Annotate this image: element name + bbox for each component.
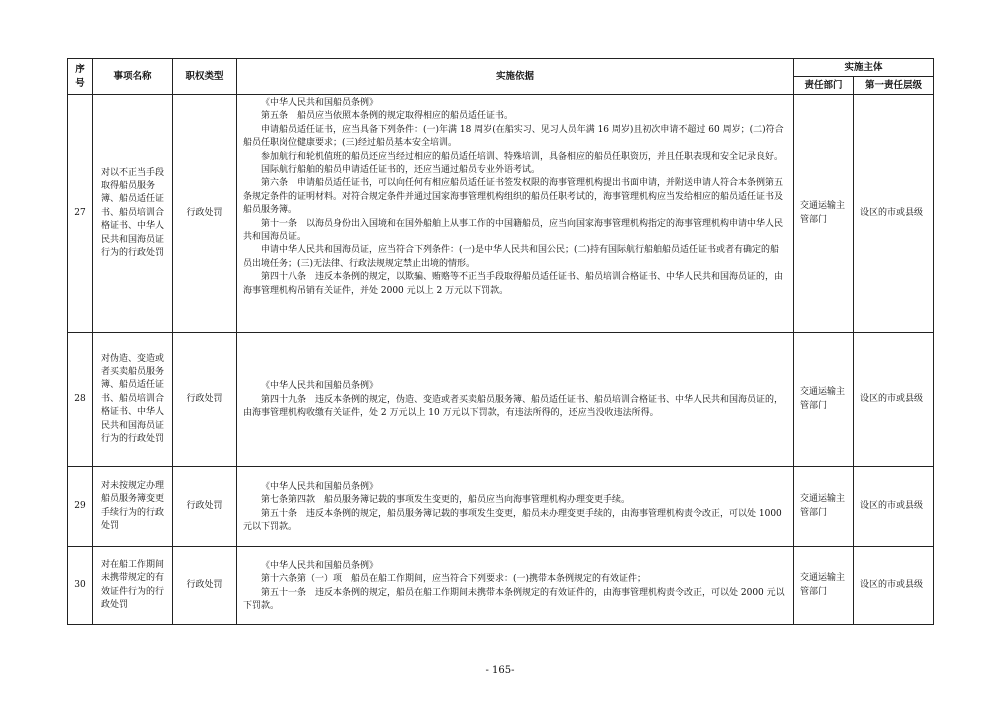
- basis-line: 《中华人民共和国船员条例》: [261, 381, 379, 392]
- legal-basis: [237, 95, 794, 333]
- table-row: [68, 95, 934, 333]
- responsibility-level: 设区的市或县级: [854, 333, 934, 467]
- responsibility-level: 设区的市或县级: [854, 547, 934, 625]
- table-row: [68, 467, 934, 547]
- row-number: 30: [68, 547, 93, 625]
- basis-line: 第四十八条 违反本条例的规定，以欺骗、贿赂等不正当手段取得船员适任证书、船员培训合格证书、中华人民共和国海员证的，由海事管理机构吊销有关证件，并处 2000 元以上 2 万元以下罚款。: [243, 272, 784, 296]
- basis-line: 第五条 船员应当依照本条例的规定取得相应的船员适任证书。: [261, 111, 514, 122]
- header-name: 事项名称: [93, 59, 173, 95]
- row-number: 29: [68, 467, 93, 547]
- item-name: 对在船工作期间未携带规定的有效证件行为的行政处罚: [93, 547, 173, 625]
- basis-line: 第四十九条 违反本条例的规定，伪造、变造或者买卖船员服务簿、船员适任证书、船员培训合格证书、中华人民共和国海员证的，由海事管理机构收缴有关证件，处 2 万元以上 10 万元以下罚款，有违法所得的，还应当没收违法所得。: [243, 394, 784, 419]
- header-no: 序号: [68, 59, 93, 95]
- basis-line: 第十一条 以海员身份出入国境和在国外船舶上从事工作的中国籍船员，应当向国家海事管理机构指定的海事管理机构申请中华人民共和国海员证。: [243, 218, 784, 243]
- basis-line: 《中华人民共和国船员条例》: [261, 481, 379, 492]
- responsible-dept: 交通运输主管部门: [794, 95, 854, 333]
- basis-line: 申请船员适任证书，应当具备下列条件：(一)年满 18 周岁(在船实习、见习人员年满 16 周岁)且初次申请不超过 60 周岁；(二)符合船员任职岗位健康要求；(三)经过船员基本安全培训。: [243, 124, 784, 149]
- table-row: [68, 333, 934, 467]
- basis-line: 《中华人民共和国船员条例》: [261, 98, 379, 108]
- basis-line: 第五十一条 违反本条例的规定，船员在船工作期间未携带本条例规定的有效证件的，由海事管理机构责令改正，可以处 2000 元以下罚款。: [243, 587, 785, 611]
- basis-line: 第五十条 违反本条例的规定，船员服务簿记载的事项发生变更，船员未办理变更手续的，由海事管理机构责令改正，可以处 1000 元以下罚款。: [243, 508, 782, 532]
- header-level: 第一责任层级: [854, 77, 934, 95]
- row-number: 27: [68, 95, 93, 333]
- legal-basis: [237, 333, 794, 467]
- basis-line: 第七条第四款 船员服务簿记载的事项发生变更的，船员应当向海事管理机构办理变更手续。: [261, 495, 631, 506]
- responsible-dept: 交通运输主管部门: [794, 333, 854, 467]
- header-subject: 实施主体: [794, 59, 934, 77]
- legal-basis: [237, 467, 794, 547]
- table-row: [68, 547, 934, 625]
- responsible-dept: 交通运输主管部门: [794, 547, 854, 625]
- item-name: 对伪造、变造或者买卖船员服务簿、船员适任证书、船员培训合格证书、中华人民共和国海员证行为的行政处罚: [93, 333, 173, 467]
- header-type: 职权类型: [173, 59, 237, 95]
- item-name: 对未按规定办理船员服务簿变更手续行为的行政处罚: [93, 467, 173, 547]
- enforcement-items-table: [67, 58, 934, 625]
- legal-basis: [237, 547, 794, 625]
- item-name: 对以不正当手段取得船员服务簿、船员适任证书、船员培训合格证书、中华人民共和国海员证行为的行政处罚: [93, 95, 173, 333]
- power-type: 行政处罚: [173, 333, 237, 467]
- basis-line: 国际航行船舶的船员申请适任证书的，还应当通过船员专业外语考试。: [261, 165, 541, 176]
- responsible-dept: 交通运输主管部门: [794, 467, 854, 547]
- header-row-1: [68, 59, 934, 77]
- responsibility-level: 设区的市或县级: [854, 467, 934, 547]
- basis-line: 第六条 申请船员适任证书，可以向任何有相应船员适任证书签发权限的海事管理机构提出书面申请，并附送申请人符合本条例第五条规定条件的证明材料。对符合规定条件并通过国家海事管理机构组织的船员任职考试的，海事管理机构应当发给相应的船员适任证书及船员服务簿。: [243, 178, 784, 216]
- basis-line: 第十六条第（一）项 船员在船工作期间，应当符合下列要求：(一)携带本条例规定的有效证件；: [261, 574, 647, 585]
- basis-line: 《中华人民共和国船员条例》: [261, 560, 379, 571]
- basis-line: 申请中华人民共和国海员证，应当符合下列条件：(一)是中华人民共和国公民；(二)持有国际航行船舶船员适任证书或者有确定的船员出境任务；(三)无法律、行政法规规定禁止出境的情形。: [243, 245, 780, 269]
- row-number: 28: [68, 333, 93, 467]
- page-number: - 165-: [485, 665, 515, 676]
- header-dept: 责任部门: [794, 77, 854, 95]
- responsibility-level: 设区的市或县级: [854, 95, 934, 333]
- basis-line: 参加航行和轮机值班的船员还应当经过相应的船员适任培训、特殊培训，具备相应的船员任职资历，并且任职表现和安全记录良好。: [261, 151, 784, 162]
- power-type: 行政处罚: [173, 547, 237, 625]
- power-type: 行政处罚: [173, 95, 237, 333]
- power-type: 行政处罚: [173, 467, 237, 547]
- header-basis: 实施依据: [237, 59, 794, 95]
